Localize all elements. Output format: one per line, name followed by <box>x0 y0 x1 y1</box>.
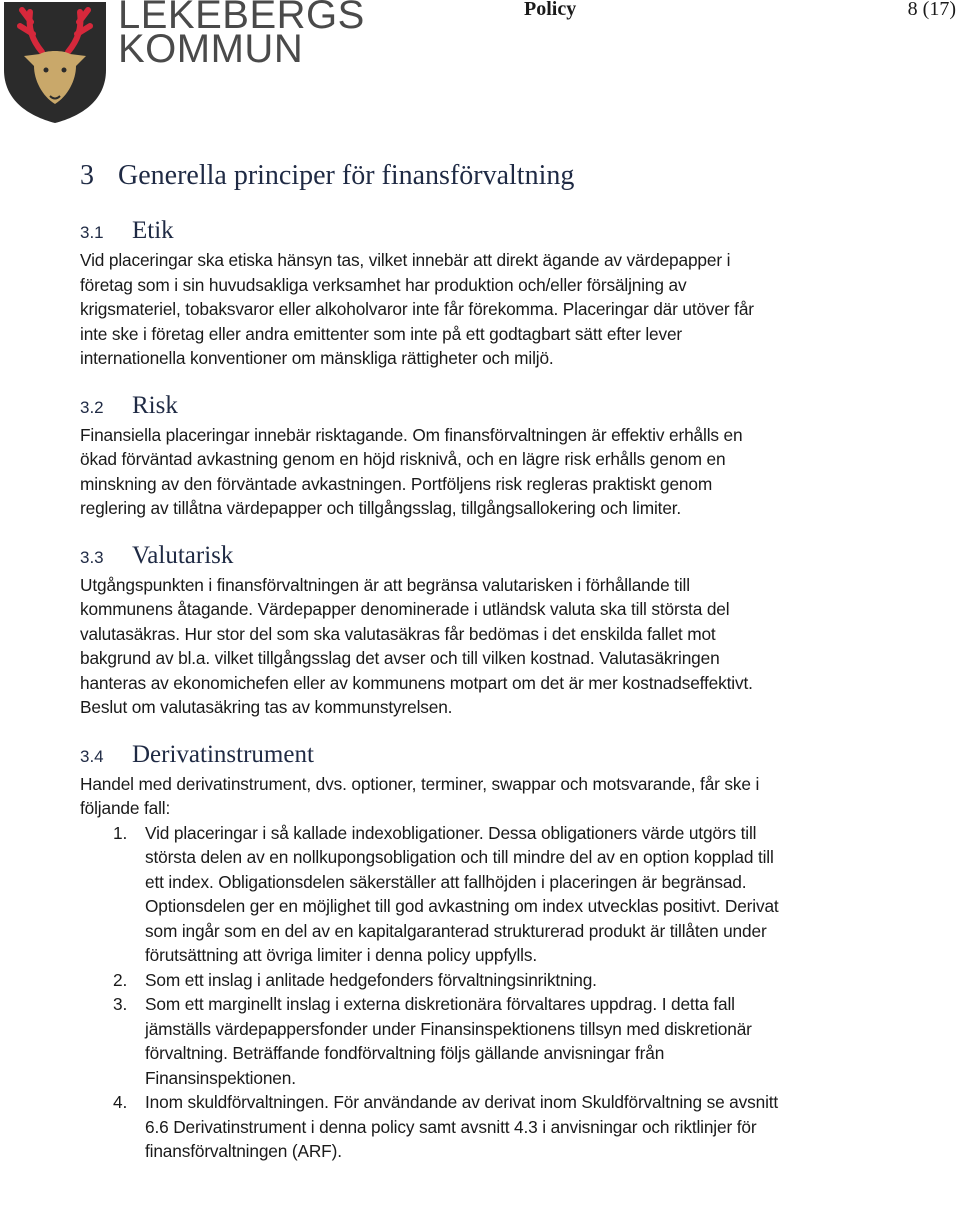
municipality-logo <box>2 0 365 124</box>
chapter-heading <box>80 156 780 196</box>
section-etik <box>80 216 780 371</box>
list-item-number: 4. <box>113 1092 128 1112</box>
section-number: 3.3 <box>80 547 104 567</box>
coat-of-arms-icon <box>2 0 108 124</box>
document-type: Policy <box>524 0 577 20</box>
list-item <box>80 1090 780 1164</box>
chapter-title: Generella principer för finansförvaltning <box>118 160 575 191</box>
derivative-cases-list <box>80 821 780 1164</box>
section-heading <box>80 216 780 248</box>
section-title: Valutarisk <box>132 541 234 569</box>
logo-line-2: KOMMUN <box>118 27 304 71</box>
list-item-text: Vid placeringar i så kallade indexobligationer. Dessa obligationers värde utgörs till största delen av en nollkupongsobligation och till mindre del av en option kopplad till ett index. Obligationsdelen säkerställer att fallhöjden i placeringen är begränsad. Optionsdelen ger en möjlighet till god avkastning om index utvecklas positivt. Derivat som ingår som en del av en kapitalgaranterad strukturerad produkt är tillåten under förutsättning att övriga limiter i denna policy uppfylls. <box>145 822 779 965</box>
section-paragraph: Vid placeringar ska etiska hänsyn tas, vilket innebär att direkt ägande av värdepapper i företag som i sin huvudsakliga verksamhet har produktion och/eller försäljning av krigsmateriel, tobaksvaror eller alkoholvaror inte får förekomma. Placeringar där utöver får inte ske i företag eller andra emittenter som inte på ett godtagbart sätt efter lever internationella konventioner om mänskliga rättigheter och miljö. <box>80 250 754 368</box>
page-header <box>0 0 960 130</box>
section-paragraph: Utgångspunkten i finansförvaltningen är att begränsa valutarisken i förhållande till kommunens åtagande. Värdepapper denominerade i utländsk valuta ska till största del valutasäkras. Hur stor del som ska valutasäkras får bedömas i det enskilda fallet mot bakgrund av bl.a. vilket tillgångsslag det avser och till vilken kostnad. Valutasäkringen hanteras av ekonomichefen eller av kommunens motpart om det är mer kostnadseffektivt. Beslut om valutasäkring tas av kommunstyrelsen. <box>80 574 753 717</box>
list-item-number: 3. <box>113 994 128 1014</box>
section-heading <box>80 391 780 423</box>
section-title: Risk <box>132 391 178 419</box>
logo-line-1: LEKEBERGS <box>118 0 365 37</box>
list-item <box>80 968 780 993</box>
list-item-text: Inom skuldförvaltningen. För användande av derivat inom Skuldförvaltning se avsnitt 6.6 Derivatinstrument i denna policy samt avsnitt 4.3 i anvisningar och riktlinjer för finansförvaltningen (ARF). <box>145 1092 779 1161</box>
section-number: 3.2 <box>80 397 104 417</box>
list-item-number: 2. <box>113 969 128 990</box>
list-item-text: Som ett inslag i anlitade hedgefonders förvaltningsinriktning. <box>145 969 597 990</box>
chapter-number: 3 <box>80 160 94 191</box>
section-paragraph: Handel med derivatinstrument, dvs. optioner, terminer, swappar och motsvarande, får ske i följande fall: <box>80 773 760 818</box>
section-number: 3.4 <box>80 746 104 766</box>
section-title: Etik <box>132 217 174 244</box>
section-title: Derivatinstrument <box>132 740 314 768</box>
section-heading <box>80 541 780 573</box>
section-derivatinstrument <box>80 740 780 1164</box>
page-number: 8 (17) <box>907 0 956 20</box>
list-item-text: Som ett marginellt inslag i externa diskretionära förvaltares uppdrag. I detta fall jämställs värdepappersfonder under Finansinspektionens tillsyn med diskretionär förvaltning. Beträffande fondförvaltning följs gällande anvisningar från Finansinspektionen. <box>145 994 752 1088</box>
section-risk <box>80 391 780 521</box>
list-item-number: 1. <box>113 822 128 843</box>
logo-wordmark <box>118 0 365 71</box>
section-paragraph: Finansiella placeringar innebär risktagande. Om finansförvaltningen är effektiv erhålls en ökad förväntad avkastning genom en höjd risknivå, och en lägre risk erhålls genom en minskning av den förväntade avkastningen. Portföljens risk regleras praktiskt genom reglering av tillåtna värdepapper och tillgångsslag, tillgångsallokering och limiter. <box>80 424 743 518</box>
list-item <box>80 992 780 1090</box>
document-body <box>80 156 780 1164</box>
section-valutarisk <box>80 541 780 720</box>
section-heading <box>80 740 780 772</box>
section-number: 3.1 <box>80 223 104 242</box>
list-item <box>80 821 780 968</box>
